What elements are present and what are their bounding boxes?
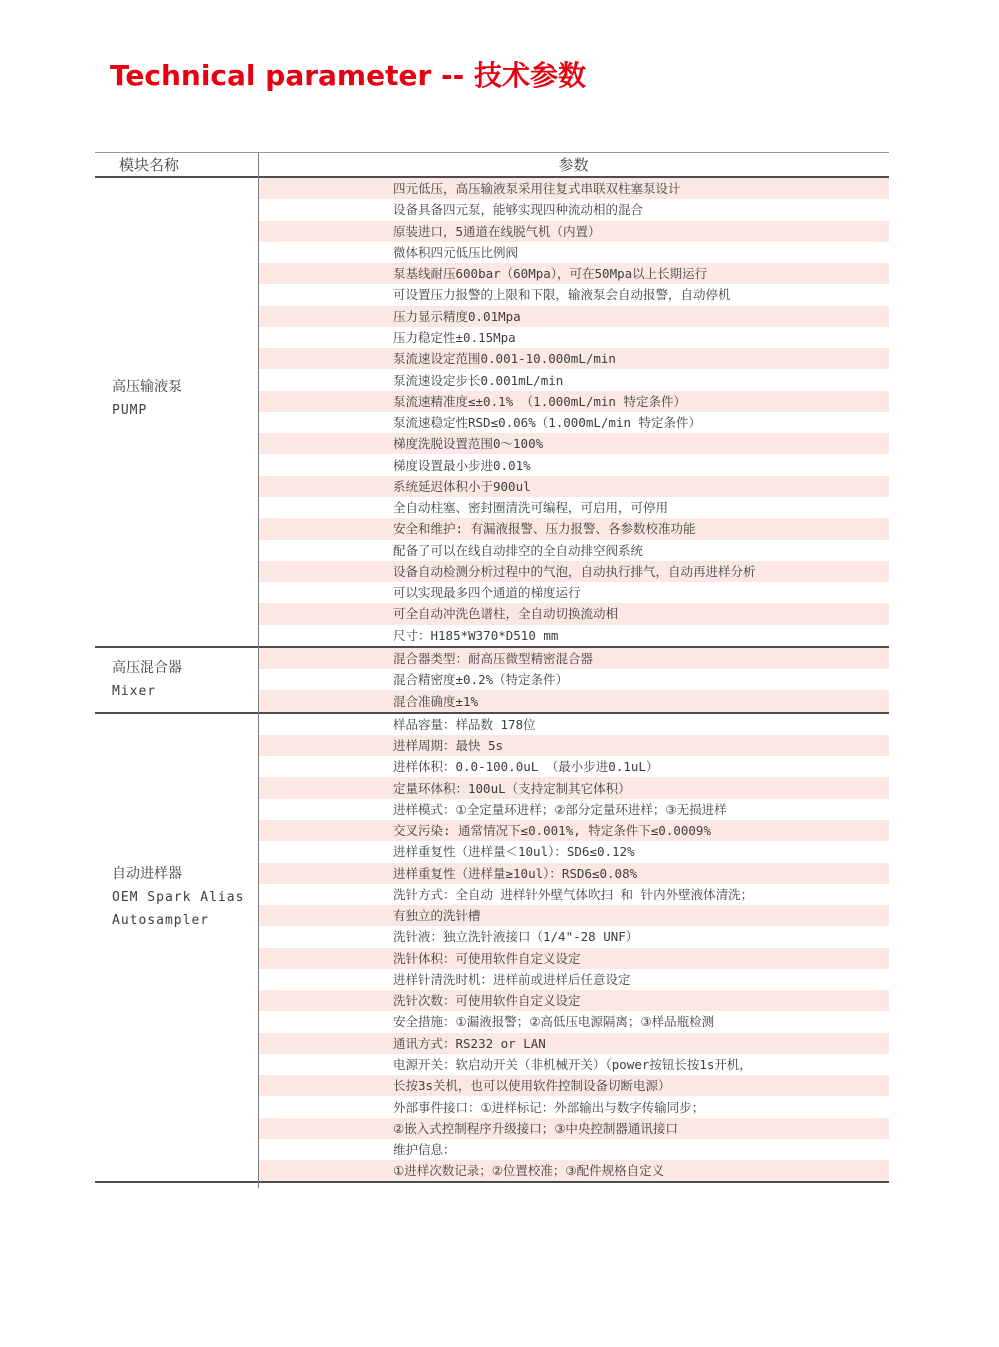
module-name-zh: 高压输液泵 — [112, 378, 182, 395]
param-row — [258, 841, 889, 862]
param-text: 洗针体积：可使用软件自定义设定 — [393, 950, 581, 966]
module-name-zh: 自动进样器 — [112, 866, 182, 883]
module-name-en: OEM Spark Alias — [112, 890, 245, 906]
param-row — [258, 306, 889, 327]
param-row — [258, 242, 889, 263]
param-row — [258, 327, 889, 348]
param-text: 维护信息： — [393, 1142, 456, 1158]
param-row — [258, 603, 889, 624]
param-row — [258, 518, 889, 539]
param-text: 压力显示精度0.01Mpa — [393, 308, 521, 324]
param-text: 梯度设置最小步进0.01% — [393, 457, 531, 473]
param-row — [258, 540, 889, 561]
param-row — [258, 905, 889, 926]
param-text: 可设置压力报警的上限和下限，输液泵会自动报警，自动停机 — [393, 287, 731, 303]
param-row — [258, 884, 889, 905]
module-name-cell — [95, 648, 258, 712]
param-row — [258, 714, 889, 735]
param-row — [258, 648, 889, 669]
param-rows — [258, 714, 889, 1182]
param-text: 设备自动检测分析过程中的气泡，自动执行排气，自动再进样分析 — [393, 563, 756, 579]
spec-table — [95, 152, 889, 1183]
param-text: 进样针清洗时机：进样前或进样后任意设定 — [393, 971, 631, 987]
param-row — [258, 221, 889, 242]
param-row — [258, 1160, 889, 1181]
param-text: 进样周期：最快 5s — [393, 738, 504, 754]
table-header-row — [95, 153, 889, 178]
param-text: 洗针次数：可使用软件自定义设定 — [393, 993, 581, 1009]
param-row — [258, 735, 889, 756]
param-row — [258, 454, 889, 475]
table-section — [95, 178, 889, 648]
param-row — [258, 476, 889, 497]
param-text: 交叉污染: 通常情况下≤0.001%, 特定条件下≤0.0009% — [393, 823, 711, 839]
param-text: 安全和维护: 有漏液报警、压力报警、各参数校准功能 — [393, 521, 696, 537]
param-text: 进样模式：①全定量环进样；②部分定量环进样；③无损进样 — [393, 801, 727, 817]
param-text: 定量环体积：100uL（支持定制其它体积） — [393, 780, 631, 796]
param-text: 进样重复性（进样量＜10ul）：SD6≤0.12% — [393, 844, 635, 860]
param-text: ①进样次数记录；②位置校准；③配件规格自定义 — [393, 1163, 665, 1179]
param-row — [258, 1096, 889, 1117]
param-row — [258, 561, 889, 582]
param-row — [258, 497, 889, 518]
module-name-cell — [95, 178, 258, 646]
param-text: 微体积四元低压比例阀 — [393, 244, 519, 260]
param-row — [258, 1033, 889, 1054]
param-row — [258, 178, 889, 199]
param-row — [258, 412, 889, 433]
param-text: 进样体积：0.0-100.0uL （最小步进0.1uL） — [393, 759, 659, 775]
module-name-cell — [95, 714, 258, 1182]
param-text: 梯度洗脱设置范围0～100% — [393, 436, 544, 452]
param-row — [258, 199, 889, 220]
param-text: 四元低压，高压输液泵采用往复式串联双柱塞泵设计 — [393, 181, 681, 197]
param-text: 尺寸：H185*W370*D510 mm — [393, 627, 559, 643]
param-row — [258, 926, 889, 947]
param-row — [258, 1118, 889, 1139]
param-text: ②嵌入式控制程序升级接口；③中央控制器通讯接口 — [393, 1120, 678, 1136]
param-text: 配备了可以在线自动排空的全自动排空阀系统 — [393, 542, 644, 558]
header-module-name: 模块名称 — [119, 156, 180, 174]
param-row — [258, 1139, 889, 1160]
param-row — [258, 969, 889, 990]
table-section — [95, 714, 889, 1184]
param-text: 有独立的洗针槽 — [393, 908, 481, 924]
param-row — [258, 348, 889, 369]
param-text: 泵流速精准度≤±0.1% （1.000mL/min 特定条件） — [393, 393, 686, 409]
param-text: 外部事件接口：①进样标记：外部输出与数字传输同步； — [393, 1099, 705, 1115]
param-text: 可全自动冲洗色谱柱，全自动切换流动相 — [393, 606, 619, 622]
table-section — [95, 648, 889, 714]
param-row — [258, 820, 889, 841]
module-name-en: Mixer — [112, 683, 157, 699]
param-text: 泵流速设定步长0.001mL/min — [393, 372, 564, 388]
param-row — [258, 1054, 889, 1075]
param-text: 安全措施：①漏液报警；②高低压电源隔离；③样品瓶检测 — [393, 1014, 715, 1030]
param-row — [258, 669, 889, 690]
param-row — [258, 690, 889, 711]
param-text: 电源开关：软启动开关（非机械开关）（power按钮长按1s开机， — [393, 1057, 752, 1073]
param-text: 进样重复性（进样量≥10ul）：RSD6≤0.08% — [393, 865, 638, 881]
param-text: 可以实现最多四个通道的梯度运行 — [393, 585, 581, 601]
param-row — [258, 948, 889, 969]
page-title: Technical parameter -- 技术参数 — [110, 59, 587, 92]
param-text: 长按3s关机，也可以使用软件控制设备切断电源） — [393, 1078, 671, 1094]
param-row — [258, 990, 889, 1011]
param-row — [258, 625, 889, 646]
param-row — [258, 799, 889, 820]
param-text: 泵流速稳定性RSD≤0.06%（1.000mL/min 特定条件） — [393, 415, 702, 431]
param-row — [258, 263, 889, 284]
param-text: 混合器类型：耐高压微型精密混合器 — [393, 650, 594, 666]
param-text: 原装进口，5通道在线脱气机（内置） — [393, 223, 601, 239]
param-text: 压力稳定性±0.15Mpa — [393, 329, 516, 345]
param-row — [258, 777, 889, 798]
param-row — [258, 756, 889, 777]
param-row — [258, 1075, 889, 1096]
param-text: 泵基线耐压600bar（60Mpa），可在50Mpa以上长期运行 — [393, 266, 708, 282]
param-text: 洗针液：独立洗针液接口（1/4"-28 UNF） — [393, 929, 639, 945]
module-name-en: PUMP — [112, 402, 148, 418]
param-text: 洗针方式：全自动 进样针外壁气体吹扫 和 针内外壁液体清洗； — [393, 886, 754, 902]
param-text: 设备具备四元泵，能够实现四种流动相的混合 — [393, 202, 644, 218]
module-name-en: Autosampler — [112, 913, 210, 929]
param-row — [258, 284, 889, 305]
spec-table-body — [95, 178, 889, 1183]
param-row — [258, 391, 889, 412]
param-text: 全自动柱塞、密封圈清洗可编程，可启用，可停用 — [393, 500, 669, 516]
param-text: 混合精密度±0.2%（特定条件） — [393, 672, 569, 688]
param-text: 混合准确度±1% — [393, 693, 479, 709]
module-name-zh: 高压混合器 — [112, 659, 182, 676]
param-row — [258, 582, 889, 603]
param-text: 泵流速设定范围0.001-10.000mL/min — [393, 351, 616, 367]
param-row — [258, 1011, 889, 1032]
param-text: 通讯方式：RS232 or LAN — [393, 1035, 546, 1051]
param-text: 样品容量：样品数 178位 — [393, 716, 536, 732]
param-text: 系统延迟体积小于900ul — [393, 478, 531, 494]
param-row — [258, 369, 889, 390]
header-parameter: 参数 — [558, 156, 589, 174]
param-row — [258, 433, 889, 454]
param-row — [258, 863, 889, 884]
param-rows — [258, 178, 889, 646]
param-rows — [258, 648, 889, 712]
column-divider — [258, 153, 259, 1188]
